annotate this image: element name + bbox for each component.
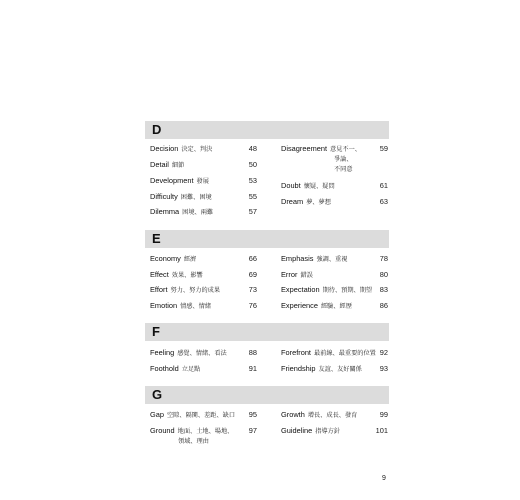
index-entry: Detail 細節 bbox=[150, 160, 185, 169]
page-ref: 80 bbox=[379, 270, 388, 279]
index-entry: Growth 增長、成長、發育 bbox=[281, 410, 358, 419]
page-ref: 97 bbox=[248, 426, 257, 435]
index-entry: Feeling 感覺、情緒、看法 bbox=[150, 348, 227, 357]
page-ref: 91 bbox=[248, 364, 257, 373]
page-ref: 61 bbox=[379, 181, 388, 190]
section-letter: E bbox=[152, 231, 161, 246]
index-entry: Gap 空隙、隔閡、差距、缺口 bbox=[150, 410, 236, 419]
page-ref: 73 bbox=[248, 285, 257, 294]
index-entry: Effort 努力、努力的成果 bbox=[150, 285, 221, 294]
section-header-f bbox=[145, 323, 389, 341]
section-header-e bbox=[145, 230, 389, 248]
page-ref: 78 bbox=[379, 254, 388, 263]
page-ref: 83 bbox=[379, 285, 388, 294]
index-entry: Doubt 懷疑、疑問 bbox=[281, 181, 335, 190]
index-entry: Disagreement 意見不一、 bbox=[281, 144, 361, 153]
index-entry: Effect 效果、影響 bbox=[150, 270, 203, 279]
index-entry: Development 發展 bbox=[150, 176, 209, 185]
index-entry: Friendship 友誼、友好關係 bbox=[281, 364, 362, 373]
index-entry-continuation: 爭論、 bbox=[334, 156, 353, 163]
index-entry: Guideline 指導方針 bbox=[281, 426, 340, 435]
section-header-g bbox=[145, 386, 389, 404]
page-ref: 92 bbox=[379, 348, 388, 357]
section-letter: D bbox=[152, 122, 162, 137]
page-ref: 55 bbox=[248, 192, 257, 201]
index-entry: Emotion 情感、情緒 bbox=[150, 301, 212, 310]
page-ref: 88 bbox=[248, 348, 257, 357]
index-entry: Emphasis 強調、重視 bbox=[281, 254, 348, 263]
page-ref: 93 bbox=[379, 364, 388, 373]
index-entry: Error 錯誤 bbox=[281, 270, 313, 279]
page-ref: 63 bbox=[379, 197, 388, 206]
index-entry: Decision 決定、判決 bbox=[150, 144, 213, 153]
section-letter: G bbox=[152, 387, 163, 402]
page-ref: 69 bbox=[248, 270, 257, 279]
page-ref: 59 bbox=[379, 144, 388, 153]
index-entry-continuation: 領域、理由 bbox=[178, 438, 209, 445]
page-ref: 101 bbox=[375, 426, 388, 435]
index-entry: Dilemma 困境、兩難 bbox=[150, 207, 214, 216]
page-ref: 57 bbox=[248, 207, 257, 216]
index-entry: Experience 經驗、經歷 bbox=[281, 301, 352, 310]
index-entry: Difficulty 困難、困境 bbox=[150, 192, 212, 201]
index-entry: Economy 經濟 bbox=[150, 254, 197, 263]
page-ref: 66 bbox=[248, 254, 257, 263]
section-letter: F bbox=[152, 324, 160, 339]
index-entry: Expectation 期待、預期、期望 bbox=[281, 285, 373, 294]
section-header-d bbox=[145, 121, 389, 139]
index-entry: Forefront 最前線、最重要的位置 bbox=[281, 348, 376, 357]
page-number: 9 bbox=[382, 475, 386, 482]
page-ref: 76 bbox=[248, 301, 257, 310]
index-entry: Foothold 立足點 bbox=[150, 364, 201, 373]
page-ref: 50 bbox=[248, 160, 257, 169]
index-entry: Ground 地面、土地、場地、 bbox=[150, 426, 234, 435]
page-ref: 86 bbox=[379, 301, 388, 310]
index-entry: Dream 夢、夢想 bbox=[281, 197, 331, 206]
page-ref: 95 bbox=[248, 410, 257, 419]
page-ref: 99 bbox=[379, 410, 388, 419]
page-ref: 48 bbox=[248, 144, 257, 153]
page-ref: 53 bbox=[248, 176, 257, 185]
index-entry-continuation: 不同意 bbox=[334, 166, 353, 173]
